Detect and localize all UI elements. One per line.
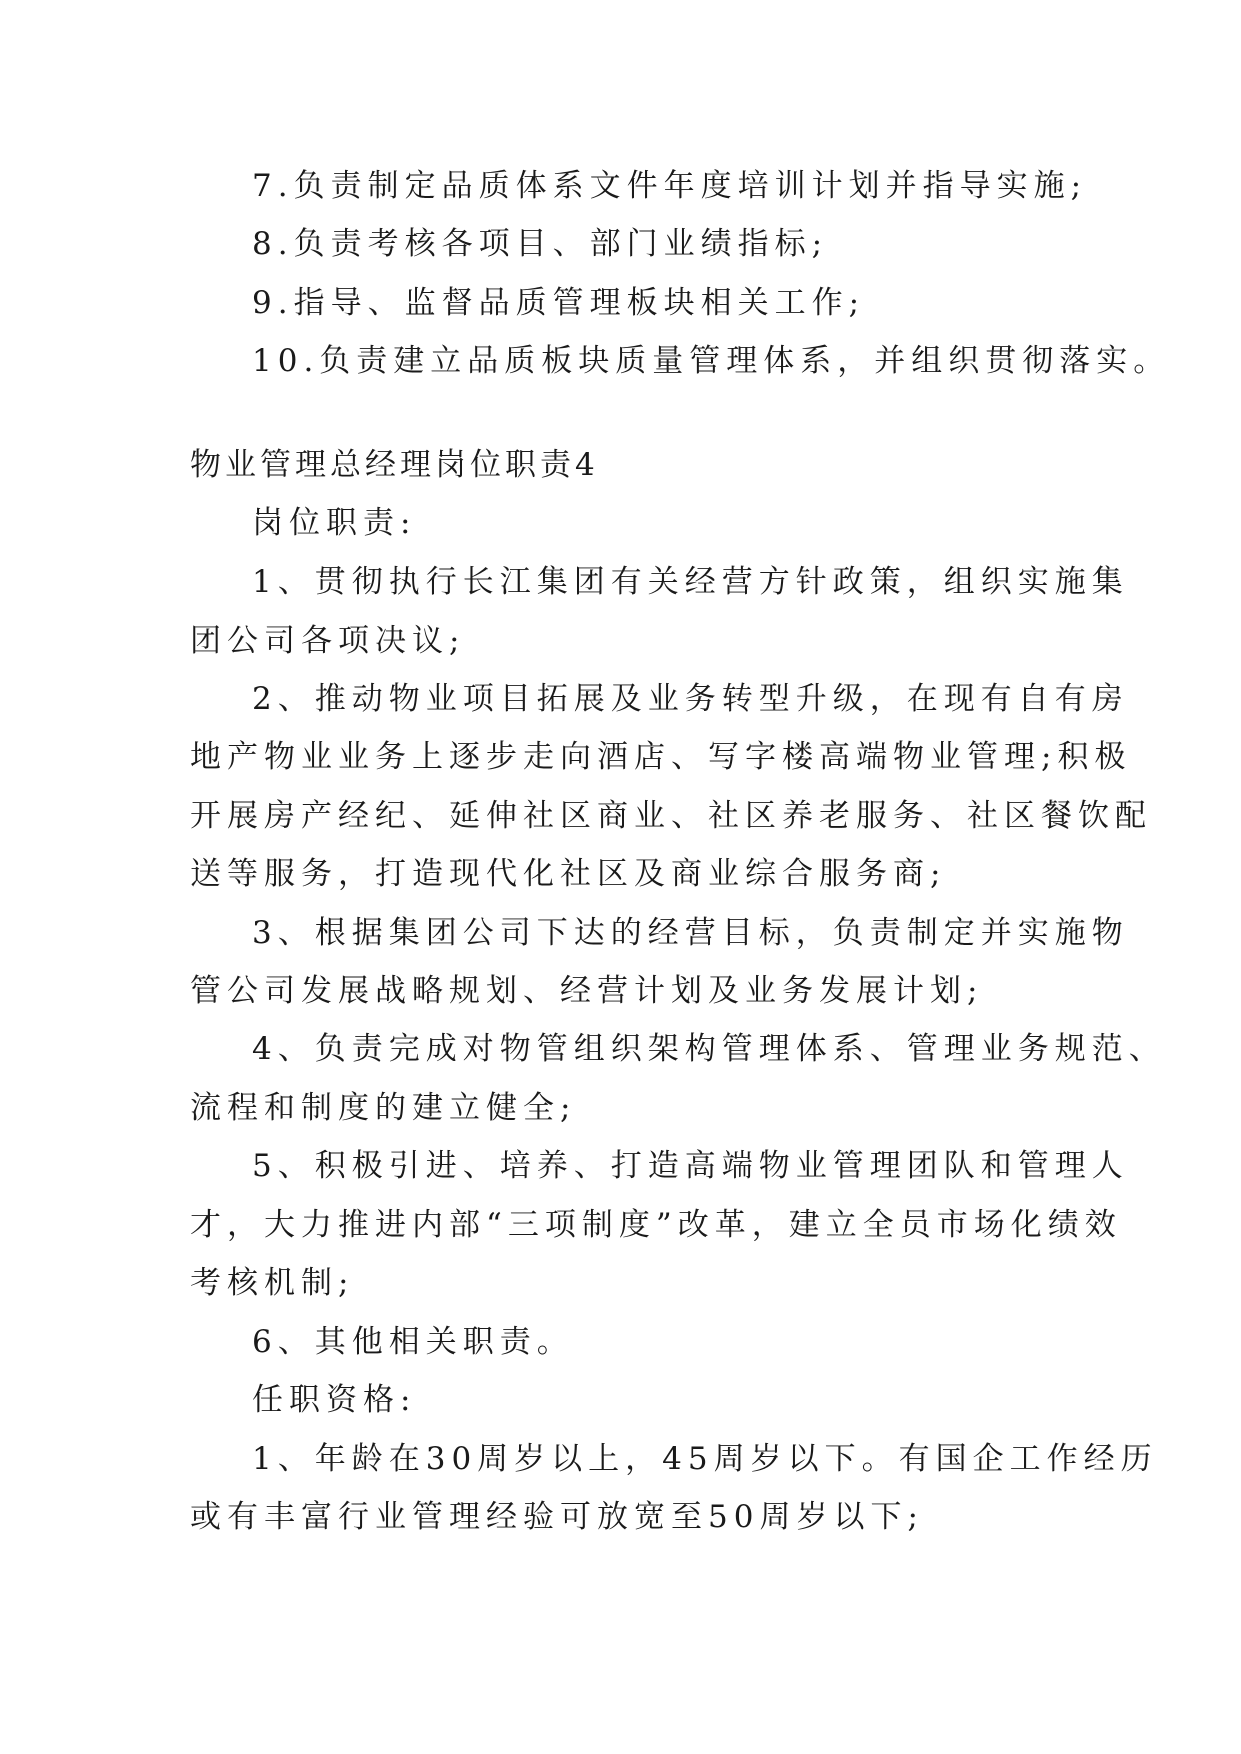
- section-heading: 物业管理总经理岗位职责4: [190, 447, 599, 483]
- paragraph-line: 考核机制;: [190, 1265, 355, 1301]
- duty-item-9: 9.指导、监督品质管理板块相关工作;: [252, 285, 866, 321]
- paragraph-line: 地产物业业务上逐步走向酒店、写字楼高端物业管理;积极: [190, 739, 1132, 775]
- paragraph-line: 1、贯彻执行长江集团有关经营方针政策，组织实施集: [252, 564, 1129, 600]
- duty-item-8: 8.负责考核各项目、部门业绩指标;: [252, 226, 829, 262]
- paragraph-line: 管公司发展战略规划、经营计划及业务发展计划;: [190, 973, 984, 1009]
- paragraph-line: 才，大力推进内部“三项制度”改革，建立全员市场化绩效: [190, 1207, 1122, 1243]
- paragraph-line: 开展房产经纪、延伸社区商业、社区养老服务、社区餐饮配: [190, 798, 1152, 834]
- subheading-qualifications: 任职资格:: [252, 1382, 417, 1418]
- duty-item-7: 7.负责制定品质体系文件年度培训计划并指导实施;: [252, 168, 1088, 204]
- paragraph-line: 送等服务，打造现代化社区及商业综合服务商;: [190, 856, 947, 892]
- paragraph-line: 流程和制度的建立健全;: [190, 1090, 577, 1126]
- paragraph-line: 团公司各项决议;: [190, 623, 466, 659]
- subheading-duties: 岗位职责:: [252, 505, 417, 541]
- paragraph-line: 3、根据集团公司下达的经营目标，负责制定并实施物: [252, 915, 1129, 951]
- paragraph-line: 1、年龄在30周岁以上，45周岁以下。有国企工作经历: [252, 1441, 1158, 1477]
- duty-item-10: 10.负责建立品质板块质量管理体系，并组织贯彻落实。: [252, 343, 1171, 379]
- paragraph-line: 6、其他相关职责。: [252, 1324, 574, 1360]
- paragraph-line: 5、积极引进、培养、打造高端物业管理团队和管理人: [252, 1148, 1129, 1184]
- paragraph-line: 4、负责完成对物管组织架构管理体系、管理业务规范、: [252, 1031, 1166, 1067]
- paragraph-line: 或有丰富行业管理经验可放宽至50周岁以下;: [190, 1499, 924, 1535]
- paragraph-line: 2、推动物业项目拓展及业务转型升级，在现有自有房: [252, 681, 1129, 717]
